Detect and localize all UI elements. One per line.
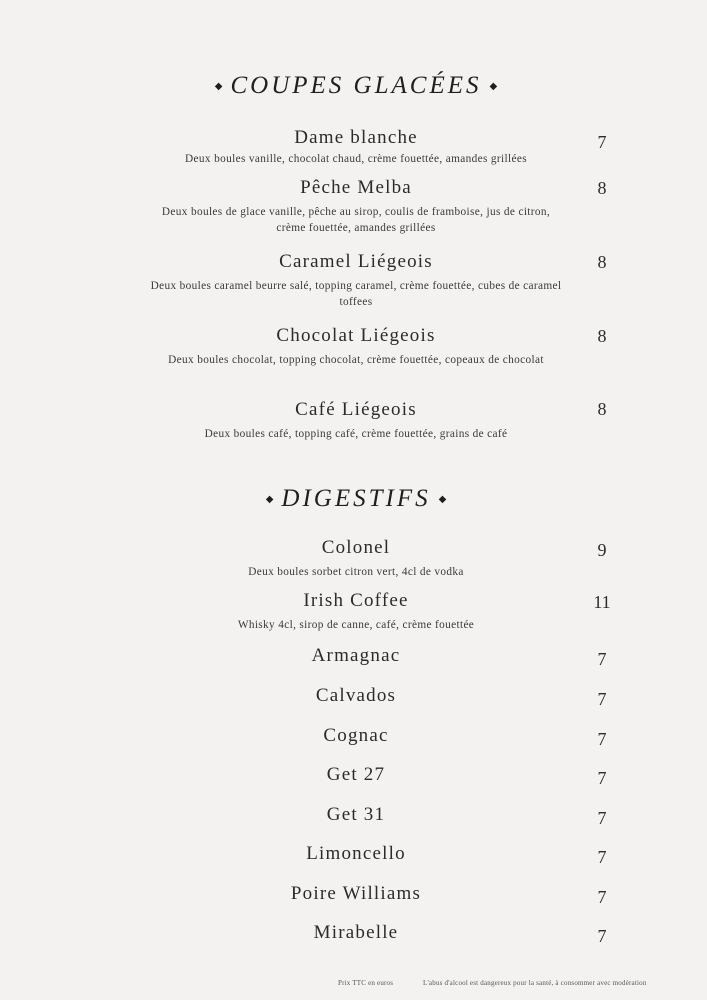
- footer-prices-note: Prix TTC en euros: [338, 979, 394, 987]
- item-name-peche-melba: Pêche Melba: [300, 177, 412, 198]
- item-price-dame-blanche: 7: [597, 132, 607, 152]
- item-name-poire-williams: Poire Williams: [290, 883, 422, 904]
- item-name-cognac: Cognac: [323, 725, 389, 746]
- item-price-armagnac: 7: [597, 649, 607, 669]
- footer-alcohol-warning: L'abus d'alcool est dangereux pour la santé, à consommer avec modération: [423, 979, 647, 987]
- ornament-icon: ◆: [438, 493, 447, 505]
- item-price-limoncello: 7: [597, 847, 607, 867]
- item-price-get-31: 7: [597, 808, 607, 828]
- item-name-caramel-liegeois: Caramel Liégeois: [279, 251, 433, 272]
- item-name-irish-coffee: Irish Coffee: [303, 590, 409, 611]
- section-title-text: DIGESTIFS: [281, 485, 431, 512]
- item-name-get-27: Get 27: [326, 764, 386, 785]
- item-name-get-31: Get 31: [326, 804, 386, 825]
- item-name-cafe-liegeois: Café Liégeois: [295, 399, 417, 420]
- item-price-chocolat-liegeois: 8: [597, 326, 607, 346]
- item-name-calvados: Calvados: [315, 685, 397, 706]
- item-price-irish-coffee: 11: [593, 592, 611, 612]
- ornament-icon: ◆: [214, 80, 223, 92]
- section-title-text: COUPES GLACÉES: [230, 72, 482, 99]
- item-name-limoncello: Limoncello: [306, 843, 406, 864]
- ornament-icon: ◆: [265, 493, 274, 505]
- item-price-cafe-liegeois: 8: [597, 399, 607, 419]
- item-description-dame-blanche: Deux boules vanille, chocolat chaud, crème fouettée, amandes grillées: [185, 153, 527, 165]
- item-name-dame-blanche: Dame blanche: [294, 127, 418, 148]
- item-description-peche-melba: Deux boules de glace vanille, pêche au sirop, coulis de framboise, jus de citron, crème fouettée, amandes grillées: [161, 206, 551, 234]
- item-description-cafe-liegeois: Deux boules café, topping café, crème fouettée, grains de café: [204, 428, 508, 440]
- ornament-icon: ◆: [489, 80, 498, 92]
- section-title-digestifs: [0, 485, 707, 513]
- item-name-armagnac: Armagnac: [311, 645, 401, 666]
- item-price-calvados: 7: [597, 689, 607, 709]
- item-price-peche-melba: 8: [597, 178, 607, 198]
- item-name-chocolat-liegeois: Chocolat Liégeois: [276, 325, 436, 346]
- section-title-coupes-glacees: [0, 72, 707, 100]
- item-name-colonel: Colonel: [321, 537, 391, 558]
- item-price-get-27: 7: [597, 768, 607, 788]
- item-price-caramel-liegeois: 8: [597, 252, 607, 272]
- item-description-chocolat-liegeois: Deux boules chocolat, topping chocolat, crème fouettée, copeaux de chocolat: [168, 354, 544, 366]
- item-price-cognac: 7: [597, 729, 607, 749]
- item-description-caramel-liegeois: Deux boules caramel beurre salé, topping caramel, crème fouettée, cubes de caramel toffees: [150, 280, 562, 308]
- item-name-mirabelle: Mirabelle: [313, 922, 399, 943]
- item-price-colonel: 9: [597, 540, 607, 560]
- item-description-irish-coffee: Whisky 4cl, sirop de canne, café, crème fouettée: [237, 619, 475, 631]
- item-description-colonel: Deux boules sorbet citron vert, 4cl de vodka: [248, 566, 464, 578]
- item-price-poire-williams: 7: [597, 887, 607, 907]
- item-price-mirabelle: 7: [597, 926, 607, 946]
